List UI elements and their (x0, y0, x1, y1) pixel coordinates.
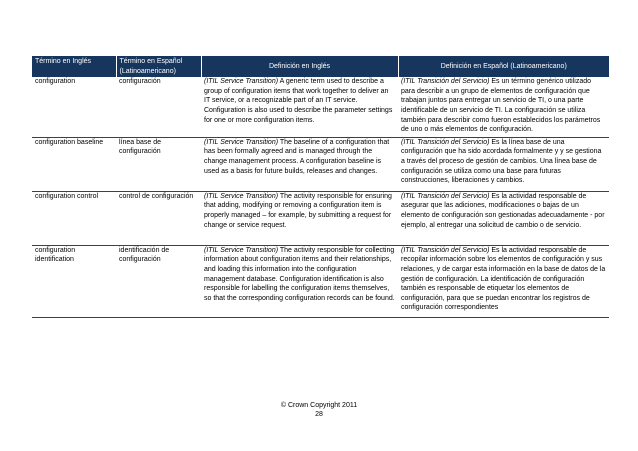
definition-text: Es la actividad responsable de recopilar información sobre los elementos de configuración y sus relaciones, y de cargar esta información en la base de datos de la gestión de configuración. La identificación de configuración también es responsable de etiquetar los elementos de configuración, para que se puedan encontrar los registros de configuración correspondientes (401, 246, 606, 312)
definition-text: The baseline of a configuration that has been formally agreed and is managed through the change management process. A configuration baseline is used as a basis for future builds, releases and changes. (204, 138, 390, 175)
source-label: (ITIL Transición del Servicio) (401, 192, 490, 200)
definition-es-cell (398, 245, 609, 317)
table-row (32, 191, 609, 245)
source-label: (ITIL Service Transition) (204, 192, 279, 200)
definition-text: A generic term used to describe a group of configuration items that work together to deliver an IT service, or a recognizable part of an IT service. Configuration is also used to describe the parameter settings for one or more configuration items. (204, 78, 393, 124)
source-label: (ITIL Service Transition) (204, 246, 279, 254)
term-es-cell: configuración (116, 77, 201, 137)
page-number: 28 (315, 411, 323, 418)
term-en-cell: configuration control (32, 191, 116, 245)
definition-text: The activity responsible for collecting information about configuration items and their relationships, and loading this information into the configuration management database. Configuration identification is also responsible for labelling the configuration items themselves, so that the corresponding configuration records can be found. (204, 246, 395, 302)
definition-text: Es la actividad responsable de asegurar que las adiciones, modificaciones o bajas de un elemento de configuración son gestionadas adecuadamente - por ejemplo, al entregar una solicitud de cambio o de servicio. (401, 192, 605, 229)
term-en-cell: configuration identification (32, 245, 116, 317)
source-label: (ITIL Transición del Servicio) (401, 138, 490, 146)
glossary-table (32, 56, 609, 318)
header-definition-en: Definición en Inglés (201, 56, 398, 77)
definition-es-cell (398, 137, 609, 191)
term-es-cell: identificación de configuración (116, 245, 201, 317)
term-en-cell: configuration (32, 77, 116, 137)
table-header-row (32, 56, 609, 77)
source-label: (ITIL Service Transition) (204, 78, 279, 86)
definition-en-cell (201, 77, 398, 137)
copyright-notice: © Crown Copyright 2011 (280, 402, 358, 409)
term-es-cell: control de configuración (116, 191, 201, 245)
term-es-cell: línea base de configuración (116, 137, 201, 191)
definition-en-cell (201, 245, 398, 317)
definition-es-cell (398, 77, 609, 137)
table-row (32, 245, 609, 317)
page-footer (0, 401, 638, 419)
header-term-en: Término en Inglés (32, 56, 116, 77)
definition-en-cell (201, 191, 398, 245)
definition-text: Es un término genérico utilizado para describir a un grupo de elementos de configuración que trabajan juntos para entregar un servicio de TI, o una parte identificable de un servicio de TI. La configuración se utiliza también para describir como fueron establecidos los parámetros de uno o más elementos de configuración. (401, 78, 601, 134)
definition-en-cell (201, 137, 398, 191)
table-row (32, 77, 609, 137)
source-label: (ITIL Service Transition) (204, 138, 279, 146)
header-term-es: Término en Español (Latinoamericano) (116, 56, 201, 77)
definition-es-cell (398, 191, 609, 245)
definition-text: Es la línea base de una configuración que ha sido acordada formalmente y y se gestiona a través del proceso de gestión de cambios. Una línea base de configuración se utiliza como una base para futuras construcciones, liberaciones y cambios. (401, 138, 602, 185)
source-label: (ITIL Transición del Servicio) (401, 246, 490, 254)
header-definition-es: Definición en Español (Latinoamericano) (398, 56, 609, 77)
table-row (32, 137, 609, 191)
definition-text: The activity responsible for ensuring that adding, modifying or removing a configuration item is properly managed – for example, by submitting a request for change or service request. (204, 192, 392, 229)
term-en-cell: configuration baseline (32, 137, 116, 191)
source-label: (ITIL Transición del Servicio) (401, 78, 490, 86)
